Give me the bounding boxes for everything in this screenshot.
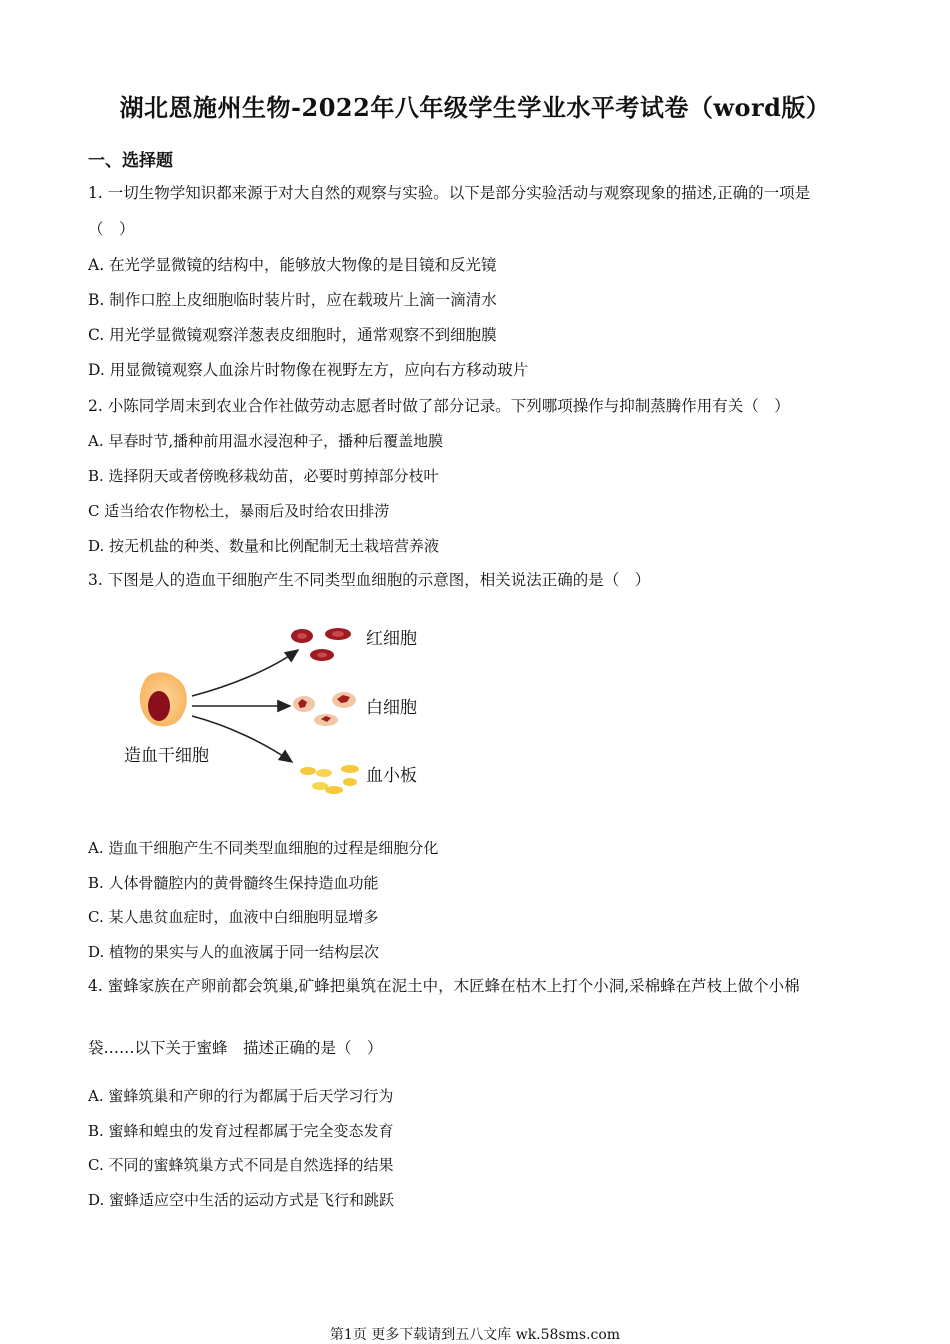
page-title: 湖北恩施州生物-2022年八年级学生学业水平考试卷（word版）: [119, 93, 831, 122]
question-1-paren: （ ）: [88, 220, 135, 238]
question-1-stem: 1. 一切生物学知识都来源于对大自然的观察与实验。以下是部分实验活动与观察现象的描述,正确的一项是: [88, 184, 811, 202]
label-white-cells: 白细胞: [366, 698, 417, 718]
question-4-stem-continued: 袋……以下关于蜜蜂 描述正确的是（ ）: [88, 1039, 383, 1057]
question-2-option-d: D. 按无机盐的种类、数量和比例配制无土栽培营养液: [88, 537, 440, 555]
platelets: [300, 765, 359, 794]
blood-cell-diagram: [110, 610, 450, 810]
label-red-cells: 红细胞: [366, 629, 417, 649]
question-3-option-b: B. 人体骨髓腔内的黄骨髓终生保持造血功能: [88, 874, 379, 892]
question-4-option-c: C. 不同的蜜蜂筑巢方式不同是自然选择的结果: [88, 1156, 394, 1174]
question-3-option-c: C. 某人患贫血症时，血液中白细胞明显增多: [88, 908, 379, 926]
question-4-option-a: A. 蜜蜂筑巢和产卵的行为都属于后天学习行为: [88, 1087, 394, 1105]
section-heading: 一、选择题: [88, 151, 173, 171]
question-1-option-d: D. 用显微镜观察人血涂片时物像在视野左方，应向右方移动玻片: [88, 361, 529, 379]
question-3-option-d: D. 植物的果实与人的血液属于同一结构层次: [88, 943, 380, 961]
red-blood-cells: [291, 628, 351, 661]
label-stem-cell: 造血干细胞: [124, 746, 209, 766]
question-2-option-b: B. 选择阴天或者傍晚移栽幼苗，必要时剪掉部分枝叶: [88, 467, 439, 485]
question-4-stem: 4. 蜜蜂家族在产卵前都会筑巢,矿蜂把巢筑在泥土中，木匠蜂在枯木上打个小洞,采棉蜂在芦枝上做个小棉: [88, 977, 800, 995]
question-2-option-c: C 适当给农作物松土，暴雨后及时给农田排涝: [88, 502, 390, 520]
question-2-stem: 2. 小陈同学周末到农业合作社做劳动志愿者时做了部分记录。下列哪项操作与抑制蒸腾作用有关（ ）: [88, 397, 790, 415]
question-1-option-c: C. 用光学显微镜观察洋葱表皮细胞时，通常观察不到细胞膜: [88, 326, 497, 344]
white-blood-cells: [293, 692, 356, 726]
question-3-stem: 3. 下图是人的造血干细胞产生不同类型血细胞的示意图，相关说法正确的是（ ）: [88, 571, 651, 589]
stem-cell: [140, 672, 187, 726]
question-1-option-b: B. 制作口腔上皮细胞临时装片时，应在载玻片上滴一滴清水: [88, 291, 497, 309]
question-1-option-a: A. 在光学显微镜的结构中，能够放大物像的是目镜和反光镜: [88, 256, 497, 274]
question-4-option-d: D. 蜜蜂适应空中生活的运动方式是飞行和跳跃: [88, 1191, 395, 1209]
page-footer: 第1页 更多下载请到五八文库 wk.58sms.com: [329, 1327, 621, 1343]
question-2-option-a: A. 早春时节,播种前用温水浸泡种子，播种后覆盖地膜: [88, 432, 444, 450]
question-4-option-b: B. 蜜蜂和蝗虫的发育过程都属于完全变态发育: [88, 1122, 394, 1140]
label-platelets: 血小板: [366, 766, 417, 786]
question-3-option-a: A. 造血干细胞产生不同类型血细胞的过程是细胞分化: [88, 839, 439, 857]
arrow-to-red-cells: [192, 650, 298, 696]
